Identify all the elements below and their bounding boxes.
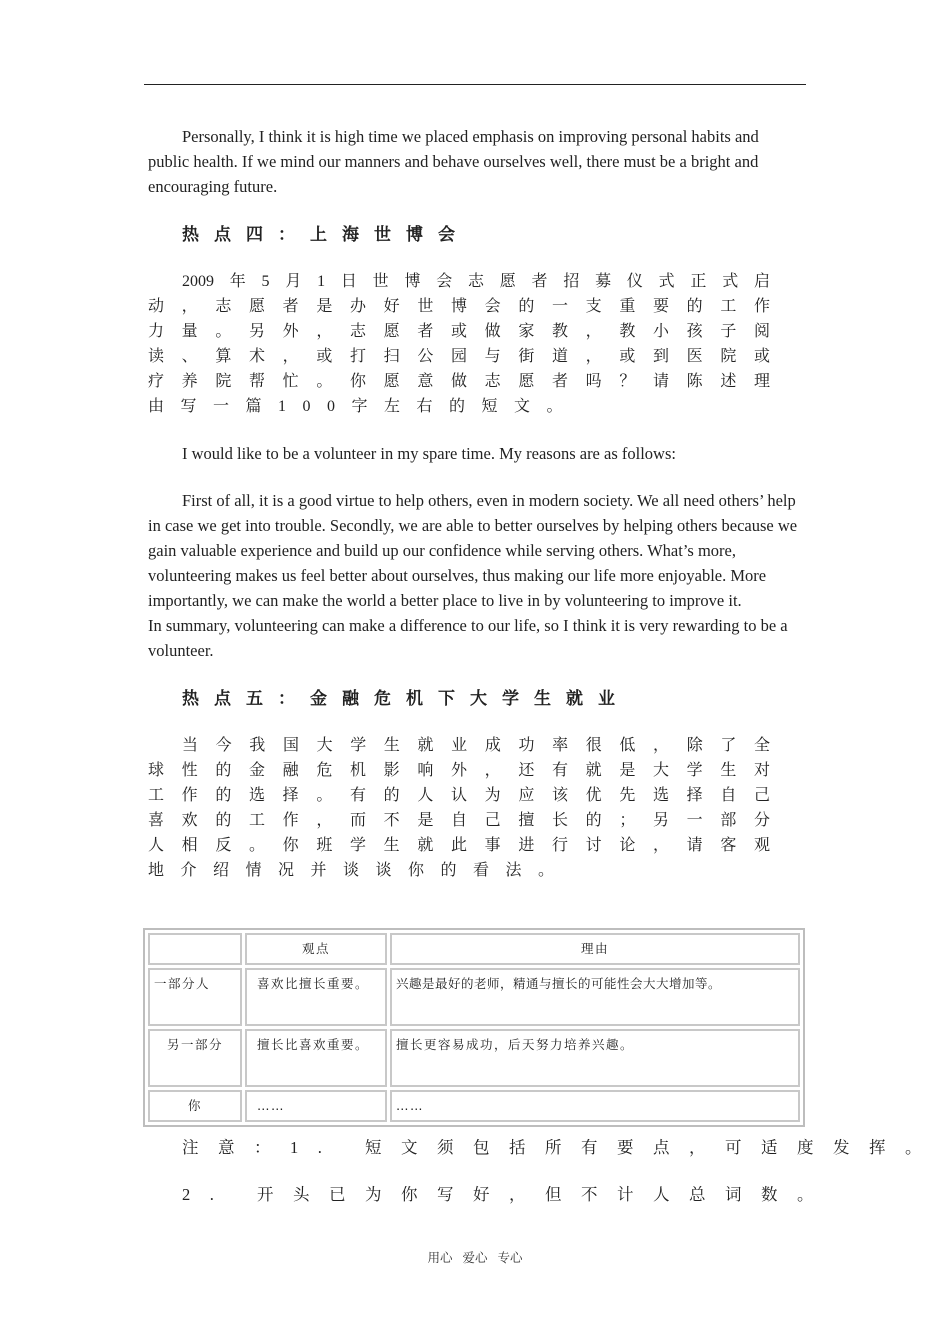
volunteer-body: First of all, it is a good virtue to help others, even in modern society. We all need others’ help in case we get into trouble. Secondly, we are able to better ourselves by helping others because we gain valuable experience and build up our confidence while serving others. What’s more, volunteering makes us feel better about ourselves, thus making our life more enjoyable. More importantly, we can make the world a better place to live in by volunteering to improve it. <box>148 491 798 610</box>
volunteer-summary: In summary, volunteering can make a difference to our life, so I think it is very rewarding to be a volunteer. <box>148 616 788 660</box>
note-2: 2. 开头已为你写好，但不计人总词数。 <box>182 1185 833 1204</box>
prompt4-line: 疗养院帮忙。你愿意做志愿者吗？请陈述理 <box>148 373 770 390</box>
table-cell: 喜欢比擅长重要。 <box>245 968 387 1026</box>
prompt5-line: 人相反。你班学生就此事进行讨论，请客观 <box>148 837 770 854</box>
table-cell: 兴趣是最好的老师，精通与擅长的可能性会大大增加等。 <box>390 968 800 1026</box>
prompt5-line: 地介绍情况并谈谈你的看法。 <box>148 862 571 879</box>
table-cell: 一部分人 <box>148 968 242 1026</box>
paragraph-manners: Personally, I think it is high time we placed emphasis on improving personal habits and public health. If we mind our manners and behave ourselves well, there must be a bright and encouraging future. <box>148 127 759 196</box>
prompt5-line: 喜欢的工作，而不是自己擅长的；另一部分 <box>148 812 770 829</box>
table-cell: 你 <box>148 1090 242 1122</box>
table-row <box>148 968 800 1026</box>
heading-hotspot-5: 热点五：金融危机下大学生就业 <box>182 689 630 709</box>
table-header-cell <box>148 933 242 965</box>
prompt4-line: 力量。另外，志愿者或做家教，教小孩子阅 <box>148 323 770 340</box>
table-row <box>148 1029 800 1087</box>
table-cell: 另一部分 <box>148 1029 242 1087</box>
table-header-cell: 观点 <box>245 933 387 965</box>
page-footer: 用心 爱心 专心 <box>427 1250 523 1265</box>
prompt4-line: 2009年5月1日世博会志愿者招募仪式正式启 <box>182 273 770 290</box>
header-rule <box>144 84 806 85</box>
volunteer-intro: I would like to be a volunteer in my spare time. My reasons are as follows: <box>182 444 676 463</box>
prompt4-line: 动，志愿者是办好世博会的一支重要的工作 <box>148 298 770 315</box>
table-cell: 擅长比喜欢重要。 <box>245 1029 387 1087</box>
note-1: 注意：1. 短文须包括所有要点，可适度发挥。 <box>182 1138 941 1157</box>
prompt5-line: 工作的选择。有的人认为应该优先选择自己 <box>148 787 770 804</box>
heading-hotspot-4: 热点四：上海世博会 <box>182 225 470 245</box>
table-header-cell: 理由 <box>390 933 800 965</box>
prompt-hotspot-4 <box>148 269 800 419</box>
table-row <box>148 1090 800 1122</box>
table-cell: 擅长更容易成功，后天努力培养兴趣。 <box>390 1029 800 1087</box>
prompt4-line: 读、算术，或打扫公园与街道，或到医院或 <box>148 348 770 365</box>
opinion-table <box>143 928 805 1127</box>
prompt5-line: 当今我国大学生就业成功率很低，除了全 <box>182 737 770 754</box>
table-cell: …… <box>245 1090 387 1122</box>
prompt5-line: 球性的金融危机影响外，还有就是大学生对 <box>148 762 770 779</box>
document-body <box>148 124 800 883</box>
table-header-row <box>148 933 800 965</box>
prompt4-line: 由写一篇100字左右的短文。 <box>148 398 580 415</box>
table-cell: …… <box>390 1090 800 1122</box>
prompt-hotspot-5 <box>148 733 800 883</box>
